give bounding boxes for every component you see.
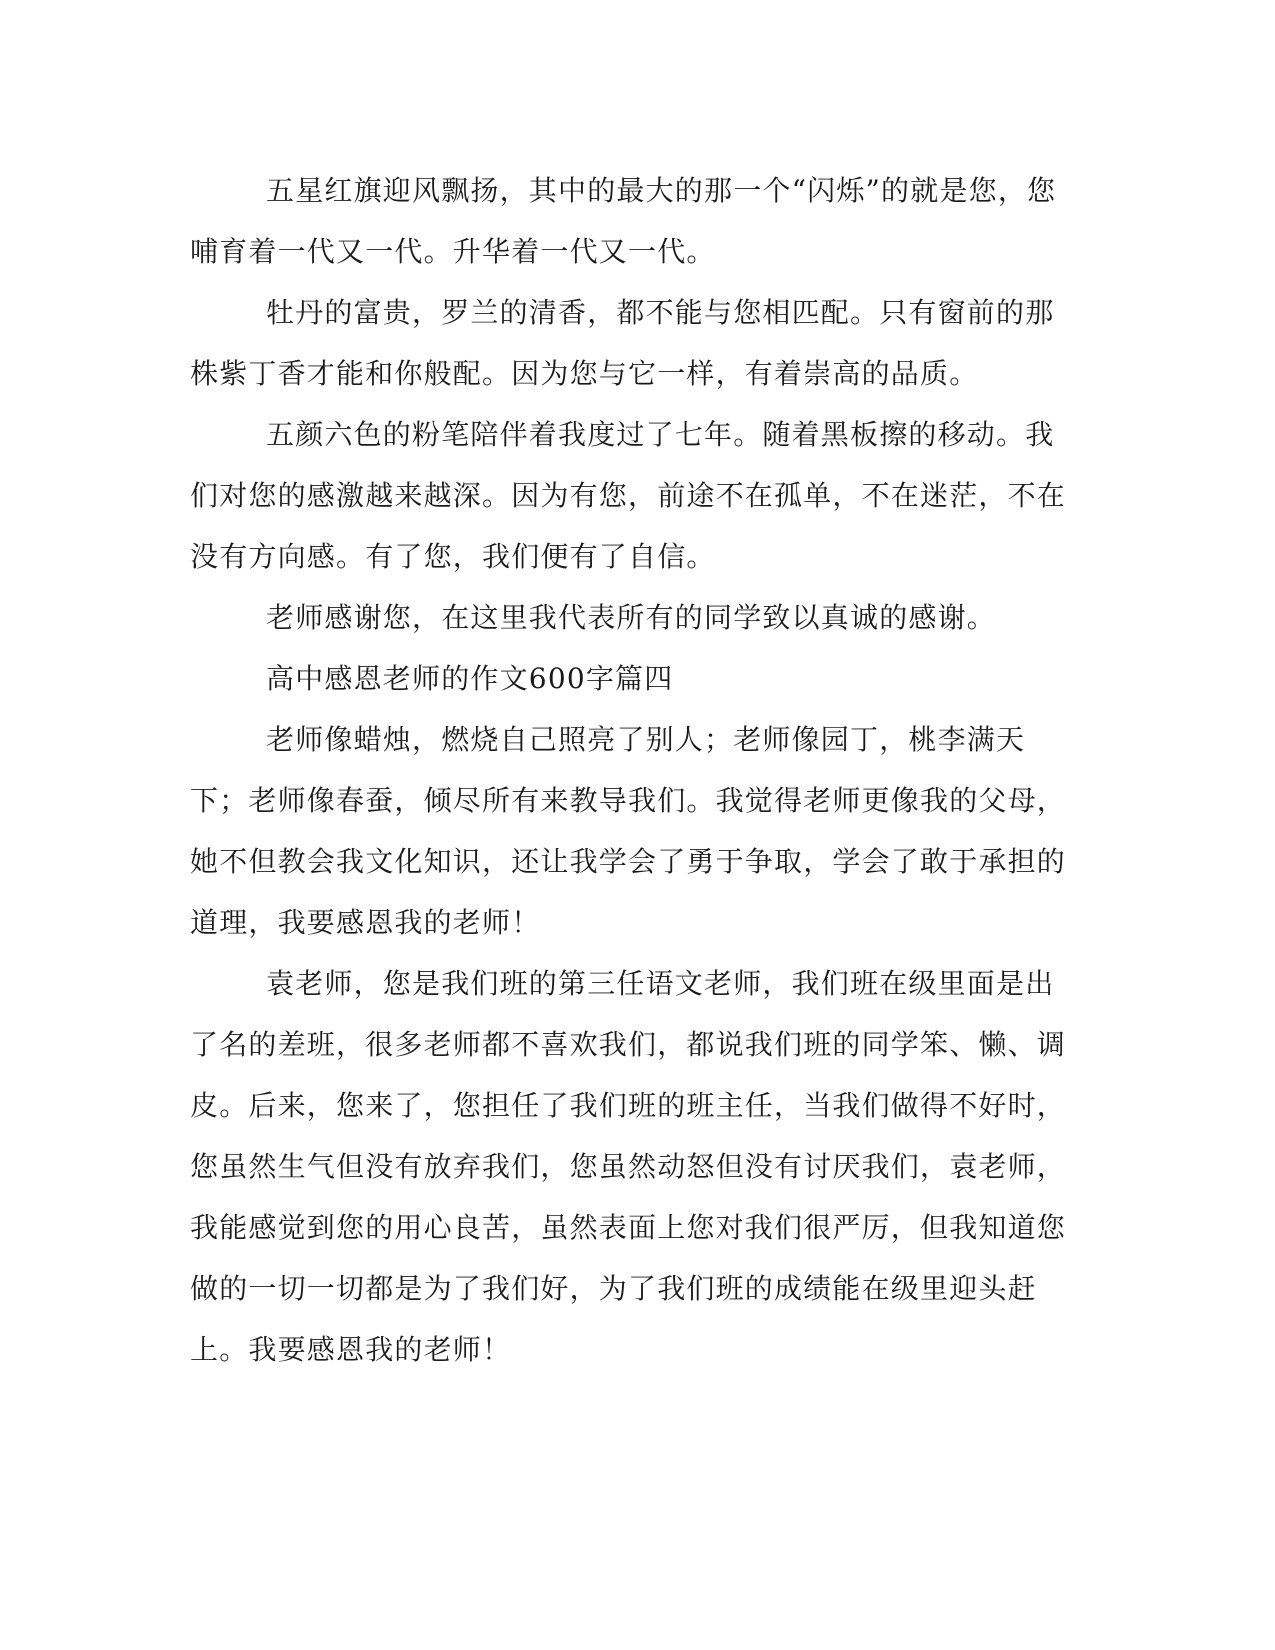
paragraph-flag: 五星红旗迎风飘扬，其中的最大的那一个“闪烁”的就是您，您哺育着一代又一代。升华着一代又一代。 [190, 174, 1057, 268]
section-heading: 高中感恩老师的作文600字篇四 [266, 662, 674, 695]
paragraph-teacher-yuan: 袁老师，您是我们班的第三任语文老师，我们班在级里面是出了名的差班，很多老师都不喜欢我们，都说我们班的同学笨、懒、调皮。后来，您来了，您担任了我们班的班主任，当我们做得不好时，您虽然生气但没有放弃我们，您虽然动怒但没有讨厌我们，袁老师，我能感觉到您的用心良苦，虽然表面上您对我们很严厉，但我知道您做的一切一切都是为了我们好，为了我们班的成绩能在级里迎头赶上。我要感恩我的老师！ [190, 967, 1067, 1366]
essay-body [190, 160, 1080, 1380]
paragraph-candle: 老师像蜡烛，燃烧自己照亮了别人；老师像园丁，桃李满天下；老师像春蚕，倾尽所有来教导我们。我觉得老师更像我的父母，她不但教会我文化知识，还让我学会了勇于争取，学会了敢于承担的道理，我要感恩我的老师！ [190, 723, 1067, 939]
paragraph-thanks: 老师感谢您，在这里我代表所有的同学致以真诚的感谢。 [266, 601, 997, 634]
paragraph-chalk: 五颜六色的粉笔陪伴着我度过了七年。随着黑板擦的移动。我们对您的感激越来越深。因为有您，前途不在孤单，不在迷茫，不在没有方向感。有了您，我们便有了自信。 [190, 418, 1067, 573]
paragraph-lilac: 牡丹的富贵，罗兰的清香，都不能与您相匹配。只有窗前的那株紫丁香才能和你般配。因为您与它一样，有着崇高的品质。 [190, 296, 1055, 390]
